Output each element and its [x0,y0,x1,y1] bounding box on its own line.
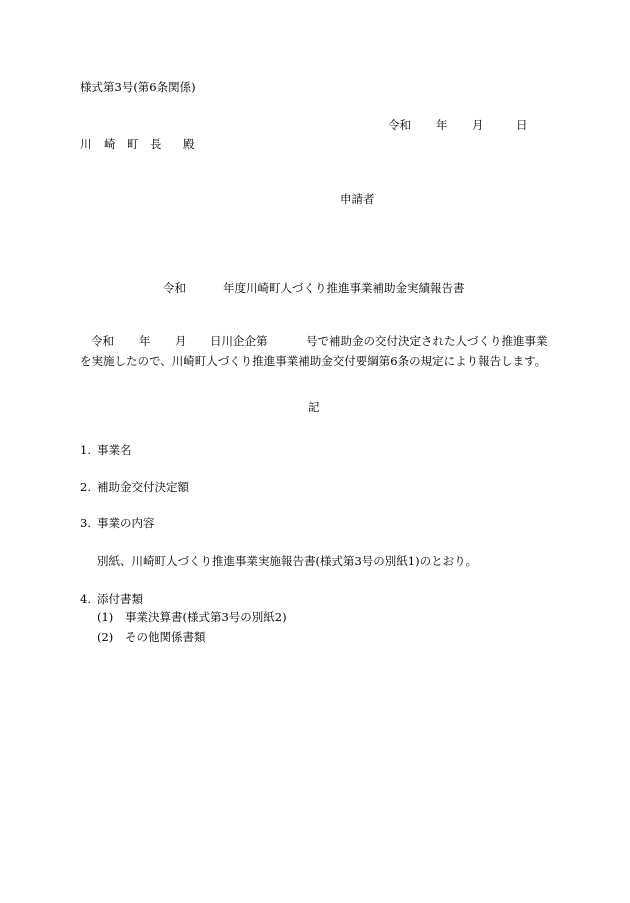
addressee-char: 長 [150,137,162,151]
date-year: 年 [436,118,448,132]
body-date-ref: 日川企企第 [210,334,268,348]
attachment-label: その他関係書類 [125,630,206,644]
addressee-char: 町 [127,137,139,151]
item-label: 添付書類 [97,592,143,606]
item-number: 2. [80,480,91,494]
body-no-suffix: 号で補助金の交付決定された人づくり推進事業 [306,334,548,348]
date-day: 日 [516,118,528,132]
item-2 [80,482,189,494]
content-description: 別紙、川崎町人づくり推進事業実施報告書(様式第3号の別紙1)のとおり。 [97,554,478,568]
addressee-honorific: 殿 [183,137,195,151]
item-4 [80,594,143,606]
title-era: 令和 [163,281,186,295]
attachment-number: (1) [97,610,114,624]
date-era: 令和 [388,118,411,132]
body-line-2: を実施したので、川崎町人づくり推進事業補助金交付要綱第6条の規定により報告します。 [80,354,547,368]
item-label: 補助金交付決定額 [97,480,189,494]
addressee-char: 崎 [104,137,116,151]
body-era: 令和 [91,334,114,348]
attachment-2 [97,632,206,644]
item-number: 1. [80,443,91,457]
attachment-1 [97,612,287,624]
item-1 [80,445,132,457]
item-number: 3. [80,516,91,530]
body-year: 年 [139,334,151,348]
form-number: 様式第3号(第6条関係) [80,80,196,94]
attachment-label: 事業決算書(様式第3号の別紙2) [125,610,287,624]
ki-heading: 記 [308,400,320,414]
item-3 [80,518,155,530]
addressee-char: 川 [80,137,92,151]
item-number: 4. [80,592,91,606]
applicant-label: 申請者 [340,192,375,206]
title-text: 年度川崎町人づくり推進事業補助金実績報告書 [223,281,465,295]
body-month: 月 [175,334,187,348]
attachment-number: (2) [97,630,114,644]
date-month: 月 [472,118,484,132]
item-label: 事業の内容 [97,516,155,530]
item-label: 事業名 [97,443,132,457]
